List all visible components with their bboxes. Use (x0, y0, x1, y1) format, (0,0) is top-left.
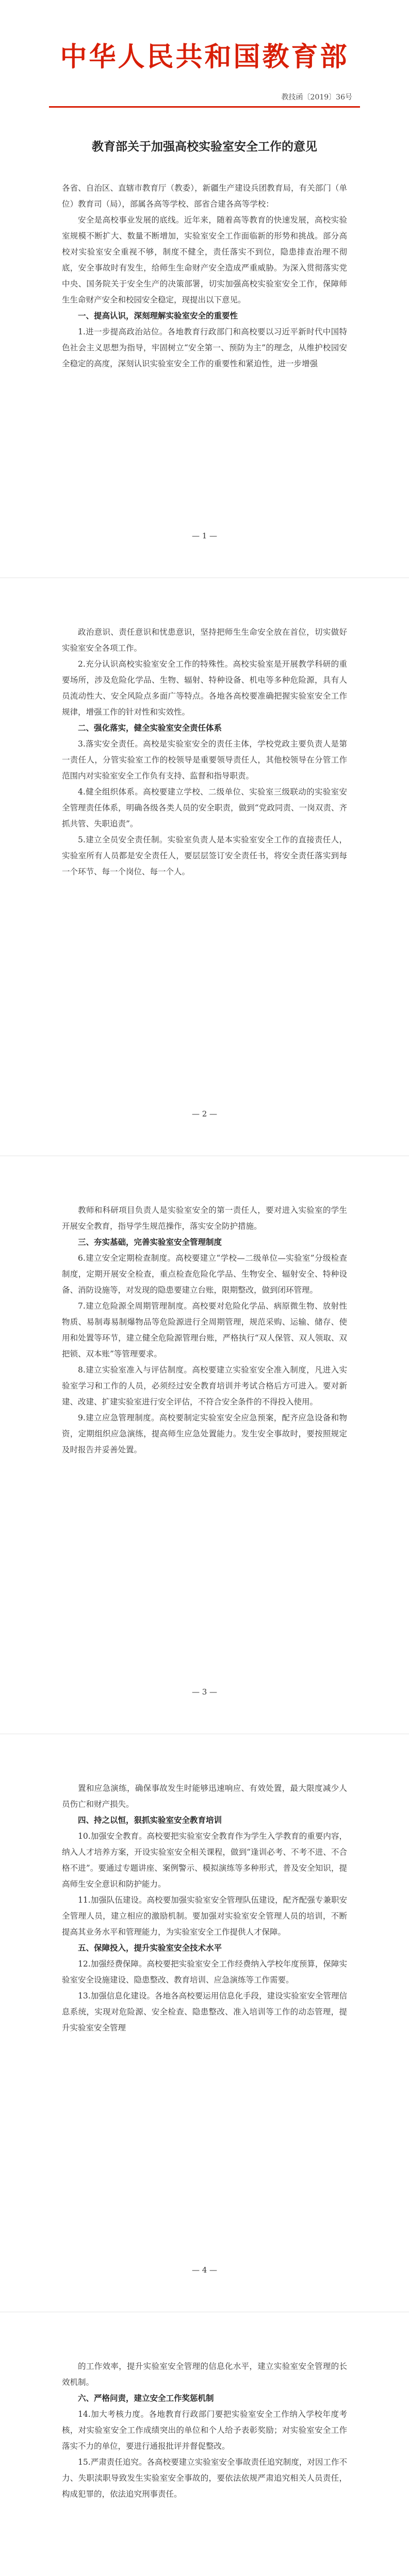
body-paragraph: 置和应急演练，确保事故发生时能够迅速响应、有效处置，最大限度减少人员伤亡和财产损失。 (62, 1784, 347, 1809)
page-number-4: — 4 — (191, 2265, 218, 2275)
body-paragraph: 10.加强安全教育。高校要把实验室安全教育作为学生入学教育的重要内容，纳入人才培养方案，开设实验室安全相关课程，做到“逢训必考、不考不进、不合格不进”。要通过专题讲座、案例警示、模拟演练等多种形式，普及安全知识，提高师生安全意识和防护能力。 (62, 1832, 347, 1889)
body-paragraph: 的工作效率，提升实验室安全管理的信息化水平，建立实验室安全管理的长效机制。 (62, 2362, 347, 2387)
document-number: 教技函〔2019〕36号 (281, 93, 352, 101)
body-paragraph: 3.落实安全责任。高校是实验室安全的责任主体，学校党政主要负责人是第一责任人，分管实验室工作的校领导是重要领导责任人，其他校领导在分管工作范围内对实验室安全工作负有支持、监督和指导职责。 (62, 739, 347, 781)
body-paragraph: 教师和科研项目负责人是实验室安全的第一责任人，要对进入实验室的学生开展安全教育，指导学生规范操作，落实安全防护措施。 (62, 1206, 347, 1231)
red-masthead: 中华人民共和国教育部 (60, 42, 349, 73)
page-3-body (62, 1202, 347, 1458)
section-heading: 一、提高认识，深刻理解实验室安全的重要性 (78, 311, 238, 320)
body-paragraph: 14.加大考核力度。各地教育行政部门要把实验室安全工作纳入学校年度考核，对实验室安全工作成绩突出的单位和个人给予表彰奖励；对实验室安全工作落实不力的单位，要进行通报批评并督促整改。 (62, 2410, 347, 2451)
section-heading: 四、持之以恒，狠抓实验室安全教育培训 (78, 1816, 222, 1825)
body-paragraph: 6.建立安全定期检查制度。高校要建立“学校—二级单位—实验室”分级检查制度，定期开展安全检查，重点检查危险化学品、生物安全、辐射安全、特种设备、消防设施等，对发现的隐患要建立台账，限期整改，做到闭环管理。 (62, 1253, 347, 1295)
document-page-4 (0, 1734, 409, 2312)
page-number-3: — 3 — (191, 1687, 218, 1697)
body-paragraph: 12.加强经费保障。高校要把实验室安全工作经费纳入学校年度预算，保障实验室安全设施建设、隐患整改、教育培训、应急演练等工作需要。 (62, 1959, 347, 1985)
section-heading: 三、夯实基础，完善实验室安全管理制度 (78, 1238, 222, 1247)
document-title: 教育部关于加强高校实验室安全工作的意见 (92, 140, 317, 154)
document-page-5 (0, 2312, 409, 2576)
page-1-body (62, 180, 347, 372)
section-heading: 五、保障投入，提升实验室安全技术水平 (78, 1943, 222, 1953)
document-page-2 (0, 578, 409, 1156)
document-page-3 (0, 1156, 409, 1734)
page-2-body (62, 624, 347, 880)
body-paragraph: 7.建立危险源全周期管理制度。高校要对危险化学品、病原微生物、放射性物质、易制毒易制爆物品等危险源进行全周期管理，规范采购、运输、储存、使用和处置等环节，建立健全危险源管理台账，严格执行“双人保管、双人领取、双把锁、双本账”等管理要求。 (62, 1301, 347, 1359)
section-heading: 六、严格问责，建立安全工作奖惩机制 (78, 2394, 214, 2403)
page-4-body (62, 1781, 347, 2036)
salutation: 各省、自治区、直辖市教育厅（教委），新疆生产建设兵团教育局，有关部门（单位）教育司（局），部属各高等学校、部省合建各高等学校： (62, 183, 347, 209)
page-number-2: — 2 — (191, 1109, 218, 1118)
page-number-1: — 1 — (191, 531, 218, 540)
body-paragraph: 1.进一步提高政治站位。各地教育行政部门和高校要以习近平新时代中国特色社会主义思想为指导，牢固树立“安全第一、预防为主”的理念，从维护校园安全稳定的高度，深刻认识实验室安全工作的重要性和紧迫性，进一步增强 (62, 327, 347, 368)
body-paragraph: 13.加强信息化建设。各地各高校要运用信息化手段，建设实验室安全管理信息系统，实现对危险源、安全检查、隐患整改、准入培训等工作的动态管理，提升实验室安全管理 (62, 1991, 347, 2032)
body-paragraph: 11.加强队伍建设。高校要加强实验室安全管理队伍建设，配齐配强专兼职安全管理人员，建立相应的激励机制。要加强对实验室安全管理人员的培训，不断提高其业务水平和管理能力，为实验室安全工作提供人才保障。 (62, 1895, 347, 1937)
document-page-1 (0, 0, 409, 578)
page-5-body (62, 2359, 347, 2502)
red-separator-line (49, 106, 360, 108)
body-paragraph: 15.严肃责任追究。各高校要建立实验室安全事故责任追究制度，对因工作不力、失职渎职导致发生实验室安全事故的，要依法依规严肃追究相关人员责任，构成犯罪的，依法追究刑事责任。 (62, 2458, 347, 2499)
body-paragraph: 4.健全组织体系。高校要建立学校、二级单位、实验室三级联动的实验室安全管理责任体系，明确各级各类人员的安全职责，做到“党政同责、一岗双责、齐抓共管、失职追责”。 (62, 787, 347, 828)
body-paragraph: 安全是高校事业发展的底线。近年来，随着高等教育的快速发展，高校实验室规模不断扩大、数量不断增加，实验室安全工作面临新的形势和挑战。部分高校对实验室安全重视不够，制度不健全，责任落实不到位，隐患排查治理不彻底，安全事故时有发生，给师生生命财产安全造成严重威胁。为深入贯彻落实党中央、国务院关于安全生产的决策部署，切实加强高校实验室安全工作，保障师生生命财产安全和校园安全稳定，现提出以下意见。 (62, 215, 347, 304)
body-paragraph: 政治意识、责任意识和忧患意识，坚持把师生生命安全放在首位，切实做好实验室安全各项工作。 (62, 628, 347, 653)
body-paragraph: 5.建立全员安全责任制。实验室负责人是本实验室安全工作的直接责任人，实验室所有人员都是安全责任人，要层层签订安全责任书，将安全责任落实到每一个环节、每一个岗位、每一个人。 (62, 835, 347, 876)
body-paragraph: 2.充分认识高校实验室安全工作的特殊性。高校实验室是开展教学科研的重要场所，涉及危险化学品、生物、辐射、特种设备、机电等多种危险源，具有人员流动性大、安全风险点多面广等特点。各地各高校要准确把握实验室安全工作规律，增强工作的针对性和实效性。 (62, 659, 347, 717)
body-paragraph: 9.建立应急管理制度。高校要制定实验室安全应急预案，配齐应急设备和物资，定期组织应急演练，提高师生应急处置能力。发生安全事故时，要按照规定及时报告并妥善处置。 (62, 1413, 347, 1454)
section-heading: 二、强化落实，健全实验室安全责任体系 (78, 723, 222, 733)
body-paragraph: 8.建立实验室准入与评估制度。高校要建立实验室安全准入制度，凡进入实验室学习和工作的人员，必须经过安全教育培训并考试合格后方可进入。要对新建、改建、扩建实验室进行安全评估，不符合安全条件的不得投入使用。 (62, 1365, 347, 1406)
